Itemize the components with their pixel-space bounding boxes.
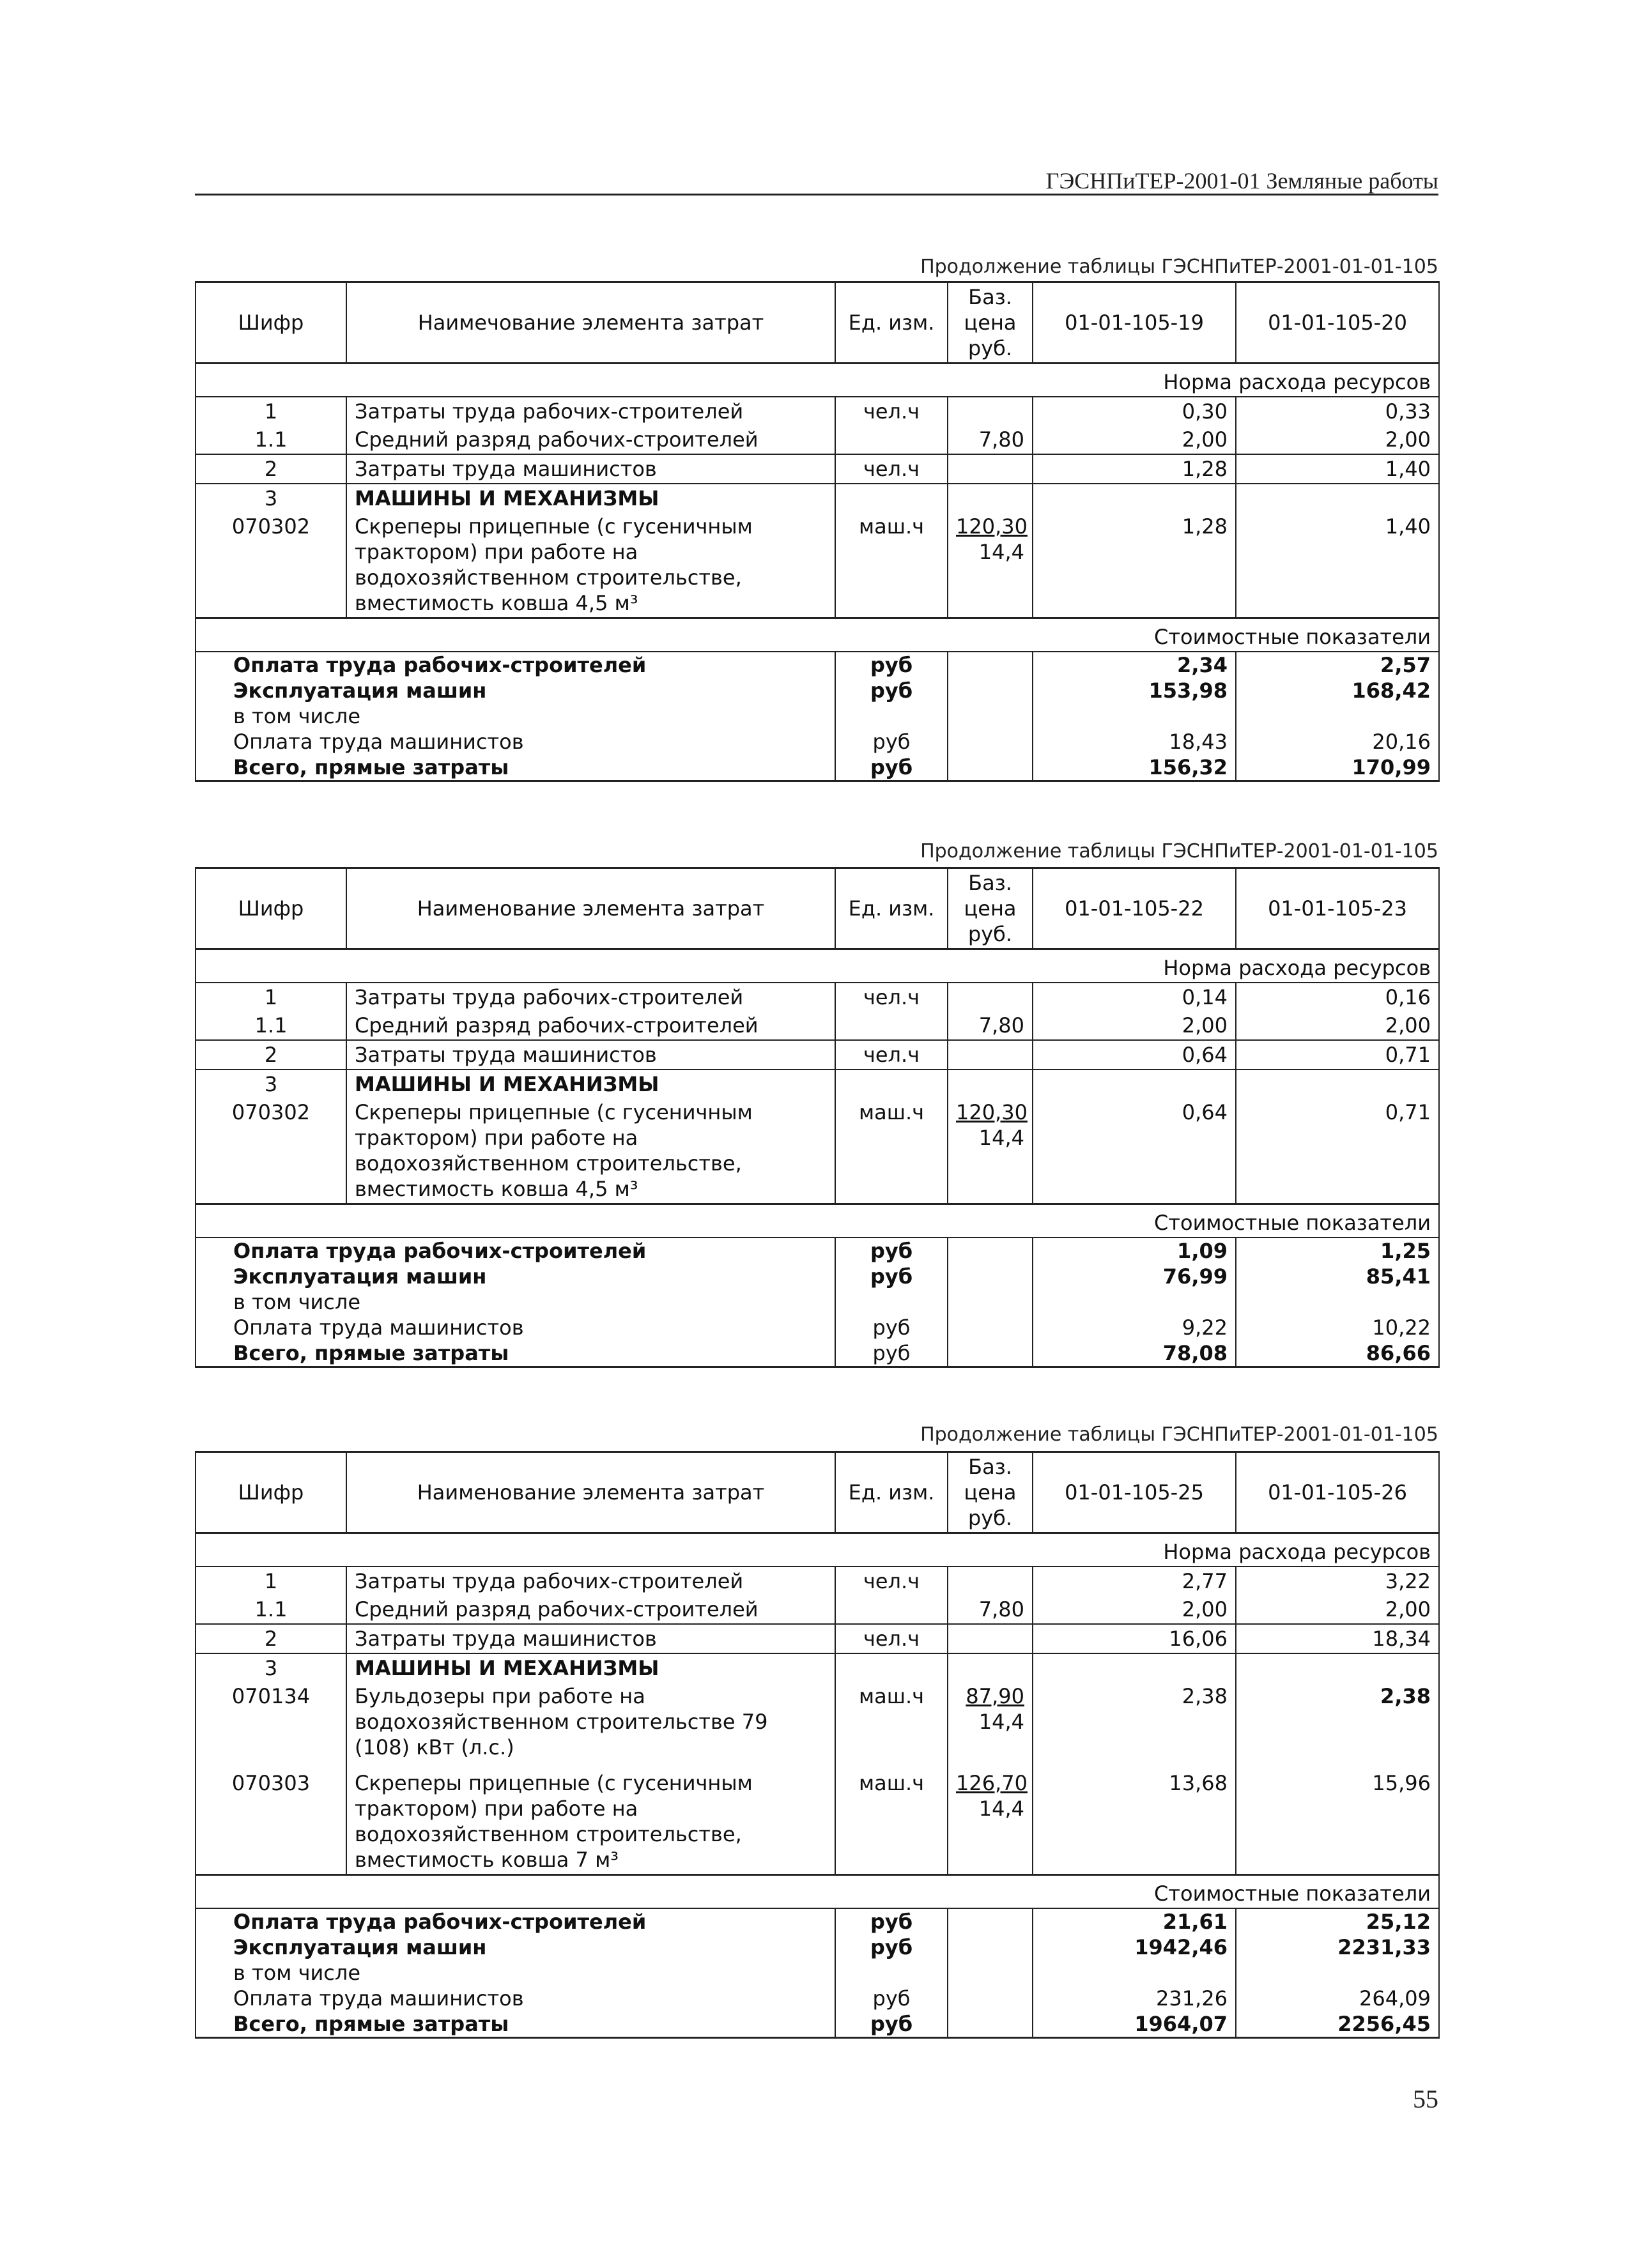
- summary-value-a: [1033, 1960, 1236, 1986]
- table-row: [196, 454, 1439, 484]
- column-header-name: Наименование элемента затрат: [346, 1452, 835, 1533]
- summary-name: в том числе: [196, 703, 835, 729]
- row-value-a: 2,00: [1033, 425, 1236, 454]
- column-header-price: Баз. цена руб.: [948, 282, 1033, 364]
- summary-unit: руб: [835, 1237, 948, 1264]
- row-unit: [835, 1653, 948, 1682]
- row-name: Скреперы прицепные (с гусеничным трактором) при работе на водохозяйственном строительстве, вместимость ковша 4,5 м³: [346, 512, 835, 618]
- summary-unit: руб: [835, 652, 948, 678]
- summary-price: [948, 729, 1033, 755]
- summary-price: [948, 1340, 1033, 1367]
- summary-value-a: 153,98: [1033, 678, 1236, 703]
- summary-unit: руб: [835, 1315, 948, 1340]
- row-value-b: 18,34: [1236, 1624, 1439, 1653]
- price-factor: 14,4: [978, 540, 1024, 564]
- summary-unit: [835, 1960, 948, 1986]
- row-unit: чел.ч: [835, 397, 948, 425]
- summary-row: [196, 1264, 1439, 1289]
- row-name: Средний разряд рабочих-строителей: [346, 1011, 835, 1040]
- row-code: 1.1: [196, 425, 346, 454]
- row-value-b: 0,71: [1236, 1040, 1439, 1069]
- row-value-b: 0,33: [1236, 397, 1439, 425]
- row-price: [948, 1567, 1033, 1595]
- row-unit: [835, 1595, 948, 1624]
- table-row: [196, 484, 1439, 512]
- price-factor: 14,4: [978, 1126, 1024, 1150]
- table-row: [196, 397, 1439, 425]
- price-factor: 14,4: [978, 1797, 1024, 1821]
- summary-value-a: 2,34: [1033, 652, 1236, 678]
- row-code: 2: [196, 454, 346, 484]
- summary-value-b: 86,66: [1236, 1340, 1439, 1367]
- summary-row: [196, 1289, 1439, 1315]
- row-value-a: 2,00: [1033, 1595, 1236, 1624]
- row-code: 1.1: [196, 1011, 346, 1040]
- column-header-name: Наимечование элемента затрат: [346, 282, 835, 364]
- price-factor: 14,4: [978, 1710, 1024, 1734]
- row-unit: маш.ч: [835, 1769, 948, 1875]
- row-value-a: 0,64: [1033, 1098, 1236, 1204]
- summary-price: [948, 1315, 1033, 1340]
- row-value-a: 2,77: [1033, 1567, 1236, 1595]
- table-row: [196, 1595, 1439, 1624]
- summary-name: Эксплуатация машин: [196, 1935, 835, 1960]
- summary-value-a: 156,32: [1033, 755, 1236, 781]
- row-code: 2: [196, 1624, 346, 1653]
- row-value-a: [1033, 1653, 1236, 1682]
- row-value-b: 1,40: [1236, 512, 1439, 618]
- summary-value-a: [1033, 703, 1236, 729]
- summary-name: Оплата труда машинистов: [196, 729, 835, 755]
- summary-price: [948, 678, 1033, 703]
- column-header-name: Наименование элемента затрат: [346, 868, 835, 949]
- resource-table-2: [195, 867, 1440, 1368]
- row-name: Затраты труда рабочих-строителей: [346, 1567, 835, 1595]
- row-value-a: 2,38: [1033, 1682, 1236, 1769]
- row-unit: чел.ч: [835, 1040, 948, 1069]
- summary-name: Эксплуатация машин: [196, 678, 835, 703]
- table-row: [196, 1682, 1439, 1769]
- table-caption: Продолжение таблицы ГЭСНПиТЕР-2001-01-01-105: [920, 1423, 1438, 1446]
- row-name: Затраты труда машинистов: [346, 1624, 835, 1653]
- summary-value-b: 10,22: [1236, 1315, 1439, 1340]
- table-row: [196, 1769, 1439, 1875]
- summary-value-a: 231,26: [1033, 1986, 1236, 2011]
- summary-value-a: 21,61: [1033, 1908, 1236, 1935]
- row-code: 3: [196, 484, 346, 512]
- row-name: Затраты труда рабочих-строителей: [346, 397, 835, 425]
- summary-row: [196, 1237, 1439, 1264]
- table-row: [196, 1040, 1439, 1069]
- summary-price: [948, 652, 1033, 678]
- page-number: 55: [1413, 2085, 1438, 2113]
- row-code: 070303: [196, 1769, 346, 1875]
- summary-price: [948, 1264, 1033, 1289]
- summary-unit: руб: [835, 729, 948, 755]
- summary-value-b: 2,57: [1236, 652, 1439, 678]
- table-row: [196, 1624, 1439, 1653]
- summary-price: [948, 1935, 1033, 1960]
- row-price: [948, 1098, 1033, 1204]
- row-value-a: 0,30: [1033, 397, 1236, 425]
- row-value-b: [1236, 1069, 1439, 1098]
- row-unit: [835, 425, 948, 454]
- row-price: [948, 454, 1033, 484]
- summary-unit: руб: [835, 755, 948, 781]
- row-unit: маш.ч: [835, 1098, 948, 1204]
- row-name: Средний разряд рабочих-строителей: [346, 1595, 835, 1624]
- resource-table-1: [195, 281, 1440, 782]
- summary-price: [948, 2011, 1033, 2038]
- summary-unit: руб: [835, 1264, 948, 1289]
- column-header-code-b: 01-01-105-20: [1236, 282, 1439, 364]
- summary-row: [196, 703, 1439, 729]
- row-value-b: 0,71: [1236, 1098, 1439, 1204]
- summary-value-a: 18,43: [1033, 729, 1236, 755]
- row-code: 1: [196, 397, 346, 425]
- row-value-b: [1236, 484, 1439, 512]
- row-price: [948, 1624, 1033, 1653]
- summary-unit: руб: [835, 1908, 948, 1935]
- summary-name: Эксплуатация машин: [196, 1264, 835, 1289]
- resource-table-3: [195, 1451, 1440, 2039]
- summary-value-a: 76,99: [1033, 1264, 1236, 1289]
- row-unit: маш.ч: [835, 512, 948, 618]
- summary-value-b: [1236, 1960, 1439, 1986]
- row-code: 2: [196, 1040, 346, 1069]
- table-row: [196, 1069, 1439, 1098]
- summary-unit: руб: [835, 1986, 948, 2011]
- summary-row: [196, 755, 1439, 781]
- summary-price: [948, 1289, 1033, 1315]
- summary-value-a: [1033, 1289, 1236, 1315]
- row-unit: [835, 1069, 948, 1098]
- row-unit: [835, 484, 948, 512]
- row-code: 3: [196, 1069, 346, 1098]
- summary-value-b: [1236, 1289, 1439, 1315]
- summary-value-b: [1236, 703, 1439, 729]
- row-price: [948, 484, 1033, 512]
- row-price: [948, 1769, 1033, 1875]
- row-code: 1.1: [196, 1595, 346, 1624]
- column-header-code-a: 01-01-105-22: [1033, 868, 1236, 949]
- column-header-code-b: 01-01-105-23: [1236, 868, 1439, 949]
- row-name: Затраты труда машинистов: [346, 1040, 835, 1069]
- row-price: 7,80: [948, 1011, 1033, 1040]
- row-value-b: 2,38: [1236, 1682, 1439, 1769]
- summary-value-b: 2256,45: [1236, 2011, 1439, 2038]
- row-name: МАШИНЫ И МЕХАНИЗМЫ: [346, 1069, 835, 1098]
- row-unit: чел.ч: [835, 454, 948, 484]
- summary-value-a: 9,22: [1033, 1315, 1236, 1340]
- column-header-price: Баз. цена руб.: [948, 868, 1033, 949]
- row-unit: чел.ч: [835, 1624, 948, 1653]
- section-label-costs: Стоимостные показатели: [196, 1875, 1439, 1909]
- row-value-a: 1,28: [1033, 512, 1236, 618]
- summary-name: Оплата труда рабочих-строителей: [196, 1237, 835, 1264]
- summary-price: [948, 1908, 1033, 1935]
- row-value-a: 2,00: [1033, 1011, 1236, 1040]
- row-code: 1: [196, 983, 346, 1011]
- row-value-a: [1033, 1069, 1236, 1098]
- summary-price: [948, 1237, 1033, 1264]
- summary-value-b: 1,25: [1236, 1237, 1439, 1264]
- summary-name: Всего, прямые затраты: [196, 1340, 835, 1367]
- row-code: 070134: [196, 1682, 346, 1769]
- column-header-unit: Ед. изм.: [835, 868, 948, 949]
- row-price: [948, 1682, 1033, 1769]
- row-value-b: 15,96: [1236, 1769, 1439, 1875]
- summary-price: [948, 1960, 1033, 1986]
- section-label-norms: Норма расхода ресурсов: [196, 1533, 1439, 1567]
- column-header-code: Шифр: [196, 1452, 346, 1533]
- row-value-b: [1236, 1653, 1439, 1682]
- summary-unit: [835, 703, 948, 729]
- row-value-a: 16,06: [1033, 1624, 1236, 1653]
- summary-row: [196, 652, 1439, 678]
- row-value-b: 2,00: [1236, 425, 1439, 454]
- row-value-b: 3,22: [1236, 1567, 1439, 1595]
- row-name: Бульдозеры при работе на водохозяйственном строительстве 79 (108) кВт (л.с.): [346, 1682, 835, 1769]
- row-price: 7,80: [948, 425, 1033, 454]
- row-value-b: 2,00: [1236, 1595, 1439, 1624]
- column-header-code-a: 01-01-105-25: [1033, 1452, 1236, 1533]
- price-value: 120,30: [956, 1100, 1028, 1124]
- summary-value-a: 1,09: [1033, 1237, 1236, 1264]
- table-row: [196, 983, 1439, 1011]
- summary-name: Всего, прямые затраты: [196, 2011, 835, 2038]
- table-row: [196, 1653, 1439, 1682]
- table-row: [196, 425, 1439, 454]
- row-value-a: 0,64: [1033, 1040, 1236, 1069]
- summary-name: Оплата труда машинистов: [196, 1315, 835, 1340]
- header-divider: [195, 194, 1438, 195]
- summary-row: [196, 1960, 1439, 1986]
- row-value-b: 0,16: [1236, 983, 1439, 1011]
- summary-unit: руб: [835, 1340, 948, 1367]
- column-header-code: Шифр: [196, 282, 346, 364]
- summary-row: [196, 1908, 1439, 1935]
- table-row: [196, 1011, 1439, 1040]
- summary-value-b: 2231,33: [1236, 1935, 1439, 1960]
- summary-price: [948, 703, 1033, 729]
- price-value: 87,90: [966, 1684, 1024, 1708]
- table-caption: Продолжение таблицы ГЭСНПиТЕР-2001-01-01-105: [920, 256, 1438, 278]
- column-header-unit: Ед. изм.: [835, 1452, 948, 1533]
- table-row: [196, 1098, 1439, 1204]
- summary-row: [196, 1315, 1439, 1340]
- row-price: [948, 1040, 1033, 1069]
- summary-name: Оплата труда рабочих-строителей: [196, 652, 835, 678]
- summary-name: Оплата труда рабочих-строителей: [196, 1908, 835, 1935]
- summary-price: [948, 1986, 1033, 2011]
- price-value: 126,70: [956, 1771, 1028, 1795]
- column-header-price: Баз. цена руб.: [948, 1452, 1033, 1533]
- summary-row: [196, 1340, 1439, 1367]
- summary-value-b: 25,12: [1236, 1908, 1439, 1935]
- row-unit: чел.ч: [835, 1567, 948, 1595]
- row-name: Затраты труда рабочих-строителей: [346, 983, 835, 1011]
- row-value-a: [1033, 484, 1236, 512]
- summary-name: в том числе: [196, 1289, 835, 1315]
- row-name: МАШИНЫ И МЕХАНИЗМЫ: [346, 484, 835, 512]
- row-price: [948, 1069, 1033, 1098]
- section-label-costs: Стоимостные показатели: [196, 618, 1439, 652]
- summary-value-a: 1964,07: [1033, 2011, 1236, 2038]
- summary-value-b: 264,09: [1236, 1986, 1439, 2011]
- summary-row: [196, 678, 1439, 703]
- column-header-unit: Ед. изм.: [835, 282, 948, 364]
- summary-row: [196, 729, 1439, 755]
- row-price: [948, 1653, 1033, 1682]
- row-price: [948, 397, 1033, 425]
- summary-row: [196, 2011, 1439, 2038]
- summary-row: [196, 1935, 1439, 1960]
- summary-value-b: 20,16: [1236, 729, 1439, 755]
- row-unit: маш.ч: [835, 1682, 948, 1769]
- column-header-code-b: 01-01-105-26: [1236, 1452, 1439, 1533]
- summary-unit: руб: [835, 678, 948, 703]
- row-name: Средний разряд рабочих-строителей: [346, 425, 835, 454]
- summary-price: [948, 755, 1033, 781]
- summary-value-b: 168,42: [1236, 678, 1439, 703]
- row-value-b: 2,00: [1236, 1011, 1439, 1040]
- summary-name: Всего, прямые затраты: [196, 755, 835, 781]
- column-header-code: Шифр: [196, 868, 346, 949]
- summary-unit: руб: [835, 2011, 948, 2038]
- row-value-a: 13,68: [1033, 1769, 1236, 1875]
- row-code: 070302: [196, 1098, 346, 1204]
- row-name: МАШИНЫ И МЕХАНИЗМЫ: [346, 1653, 835, 1682]
- row-unit: чел.ч: [835, 983, 948, 1011]
- price-value: 120,30: [956, 514, 1028, 539]
- summary-value-b: 170,99: [1236, 755, 1439, 781]
- table-caption: Продолжение таблицы ГЭСНПиТЕР-2001-01-01-105: [920, 840, 1438, 862]
- row-value-b: 1,40: [1236, 454, 1439, 484]
- row-name: Скреперы прицепные (с гусеничным трактором) при работе на водохозяйственном строительстве, вместимость ковша 7 м³: [346, 1769, 835, 1875]
- summary-value-a: 1942,46: [1033, 1935, 1236, 1960]
- row-name: Скреперы прицепные (с гусеничным трактором) при работе на водохозяйственном строительстве, вместимость ковша 4,5 м³: [346, 1098, 835, 1204]
- table-row: [196, 1567, 1439, 1595]
- section-label-costs: Стоимостные показатели: [196, 1204, 1439, 1238]
- row-name: Затраты труда машинистов: [346, 454, 835, 484]
- document-header: ГЭСНПиТЕР-2001-01 Земляные работы: [1045, 168, 1438, 194]
- section-label-norms: Норма расхода ресурсов: [196, 949, 1439, 983]
- row-unit: [835, 1011, 948, 1040]
- summary-name: Оплата труда машинистов: [196, 1986, 835, 2011]
- row-value-a: 1,28: [1033, 454, 1236, 484]
- row-price: [948, 512, 1033, 618]
- summary-unit: руб: [835, 1935, 948, 1960]
- section-label-norms: Норма расхода ресурсов: [196, 364, 1439, 397]
- column-header-code-a: 01-01-105-19: [1033, 282, 1236, 364]
- summary-name: в том числе: [196, 1960, 835, 1986]
- row-code: 070302: [196, 512, 346, 618]
- summary-value-b: 85,41: [1236, 1264, 1439, 1289]
- row-code: 3: [196, 1653, 346, 1682]
- row-code: 1: [196, 1567, 346, 1595]
- row-price: [948, 983, 1033, 1011]
- summary-value-a: 78,08: [1033, 1340, 1236, 1367]
- table-row: [196, 512, 1439, 618]
- summary-row: [196, 1986, 1439, 2011]
- summary-unit: [835, 1289, 948, 1315]
- row-value-a: 0,14: [1033, 983, 1236, 1011]
- row-price: 7,80: [948, 1595, 1033, 1624]
